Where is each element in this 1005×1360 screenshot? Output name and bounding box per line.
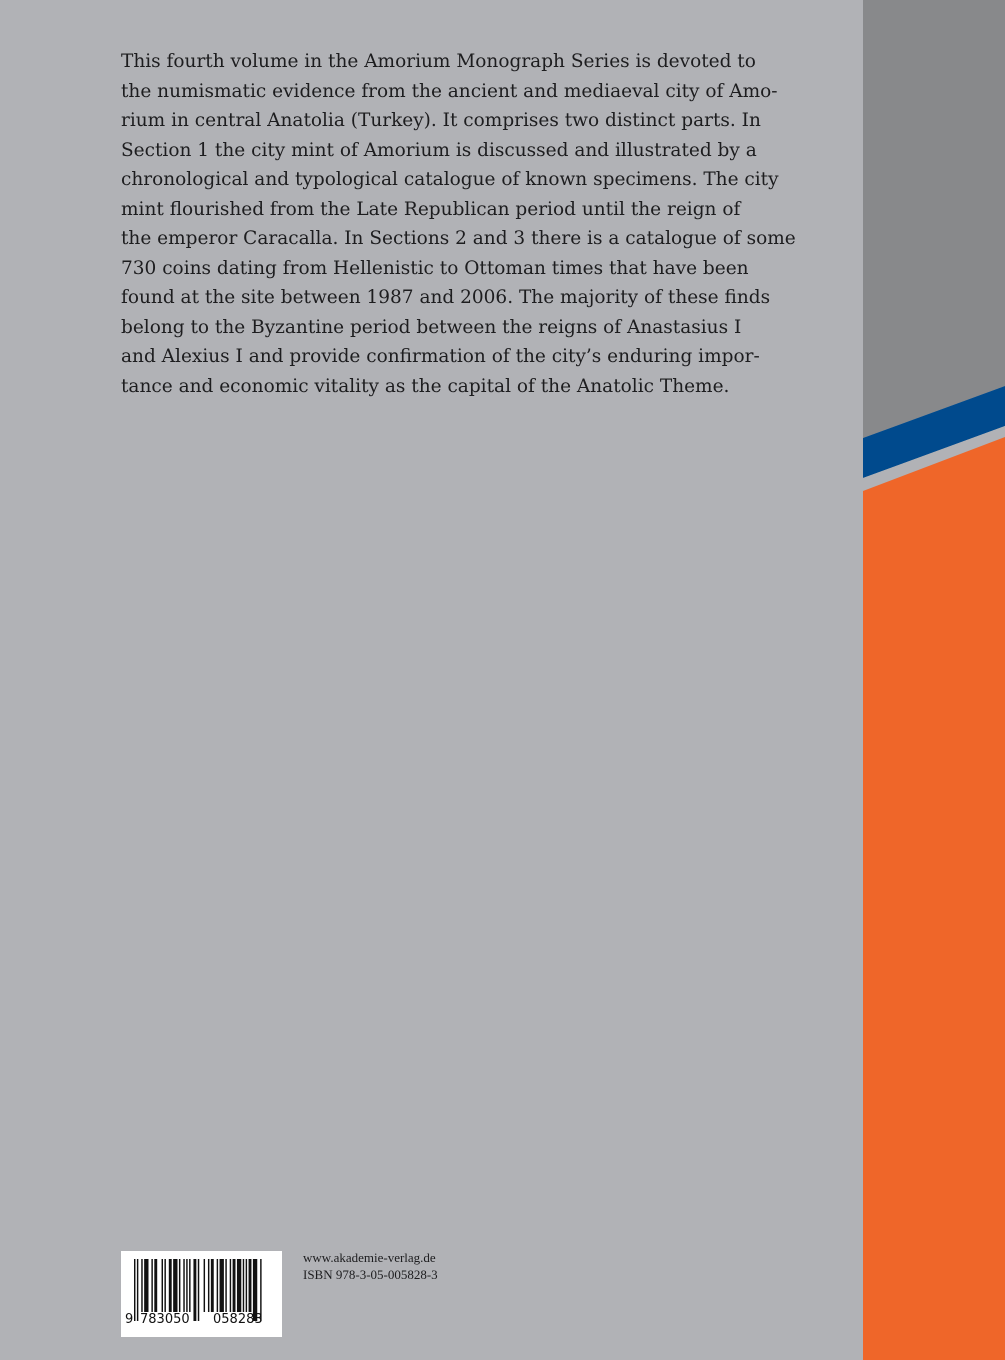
blurb-line: rium in central Anatolia (Turkey). It comprises two distinct parts. In [121, 110, 761, 131]
blurb-line: mint flourished from the Late Republican period until the reign of [121, 198, 741, 220]
blurb-line: This fourth volume in the Amorium Monograph Series is devoted to [121, 51, 756, 72]
blurb-line: and Alexius I and provide confirmation of the city’s enduring impor- [121, 346, 760, 367]
barcode-bar [134, 1259, 135, 1321]
barcode-bar [179, 1259, 180, 1312]
barcode-bar [230, 1259, 231, 1312]
barcode-bar [183, 1259, 184, 1312]
publisher-website: www.akademie-verlag.de [303, 1250, 436, 1265]
barcode-bar [137, 1259, 138, 1321]
barcode-left-group: 783050 [140, 1312, 190, 1327]
blurb-line: chronological and typological catalogue of known specimens. The city [121, 169, 779, 190]
barcode-bar [246, 1259, 247, 1312]
barcode-bar [204, 1259, 205, 1312]
barcode-prefix-digit: 9 [125, 1312, 134, 1327]
barcode-right-group: 058283 [213, 1312, 263, 1327]
orange-stripe [863, 437, 1005, 1360]
blurb-line: Section 1 the city mint of Amorium is discussed and illustrated by a [121, 139, 757, 161]
barcode-bar [208, 1259, 209, 1312]
barcode-bar [233, 1259, 236, 1312]
barcode-bar [162, 1259, 163, 1312]
barcode-bar [243, 1259, 244, 1312]
barcode-bar [211, 1259, 214, 1312]
barcode-bar [217, 1259, 218, 1312]
blurb-line: the emperor Caracalla. In Sections 2 and 3 there is a catalogue of some [121, 228, 796, 249]
blurb-line: found at the site between 1987 and 2006. The majority of these finds [121, 287, 771, 308]
barcode-bar [249, 1259, 252, 1312]
barcode-bar [173, 1259, 177, 1312]
isbn-text: ISBN 978-3-05-005828-3 [303, 1267, 438, 1282]
blurb-line: tance and economic vitality as the capital of the Anatolic Theme. [121, 375, 730, 397]
barcode-bar [144, 1259, 148, 1312]
publisher-info [303, 1249, 438, 1283]
blurb-line: 730 coins dating from Hellenistic to Ottoman times that have been [121, 257, 749, 279]
blurb-line: belong to the Byzantine period between the reigns of Anastasius I [121, 316, 742, 338]
barcode-bar [220, 1259, 224, 1312]
spine-stripes [863, 0, 1005, 1360]
barcode-bar [198, 1259, 199, 1321]
barcode-bar [164, 1259, 165, 1312]
barcode-bar [154, 1259, 157, 1312]
barcode-bar [186, 1259, 187, 1312]
barcode-bar [237, 1259, 241, 1312]
blurb-line: the numismatic evidence from the ancient and mediaeval city of Amo- [121, 80, 778, 102]
gray-stripe [863, 0, 1005, 438]
barcode-bar [225, 1259, 226, 1312]
barcode-bar [169, 1259, 172, 1312]
barcode-bar [189, 1259, 190, 1312]
isbn-barcode [121, 1251, 282, 1337]
barcode-bar [193, 1259, 196, 1321]
barcode-bar [141, 1259, 142, 1312]
blurb-text [121, 47, 796, 401]
barcode-bar [151, 1259, 152, 1312]
